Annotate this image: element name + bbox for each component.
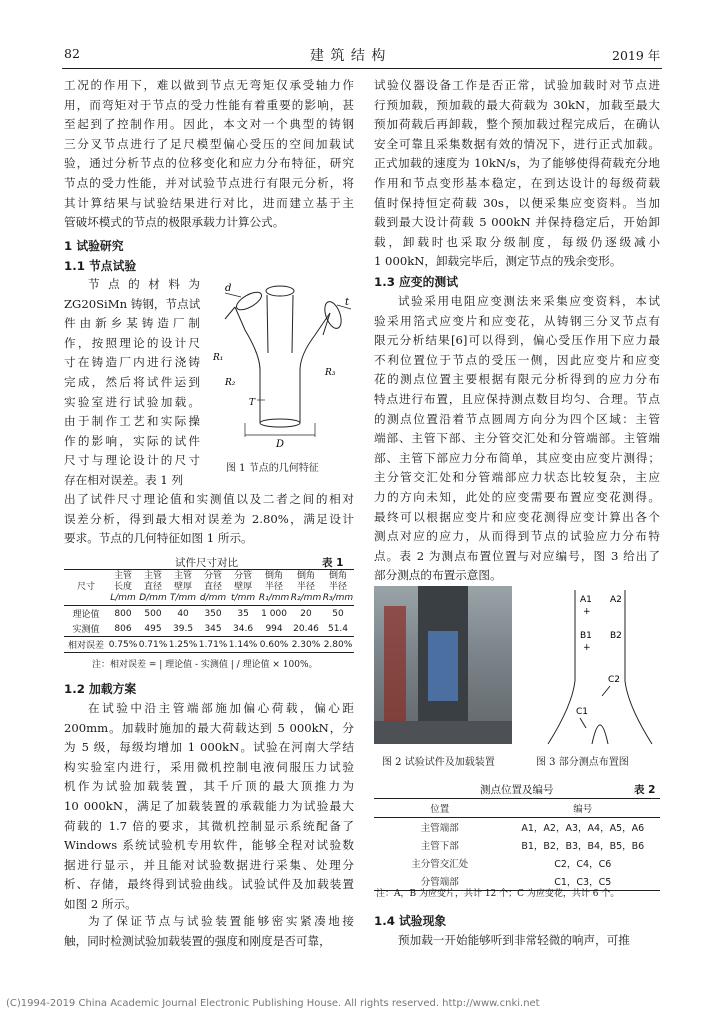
page-number: 82: [64, 46, 80, 61]
table-2-note: 注：A，B 为应变片，共计 12 个；C 为应变花，共计 6 个。: [376, 889, 620, 899]
table-row: [374, 836, 660, 854]
table-1-header-text: 倒角: [265, 571, 284, 581]
journal-year: 2019 年: [612, 48, 661, 63]
text-line: 限元分析结果[6]可以得到，偏心受压作用下应力最: [374, 333, 660, 348]
text-line: 花的测点位置主要根据有限元分析得到的应力分布: [374, 372, 660, 387]
table-cell: 理论值: [72, 610, 100, 620]
table-1-header-cell: [198, 570, 228, 606]
table-cell: 实测值: [72, 625, 100, 635]
fig3-label-c2: C2: [608, 675, 621, 685]
figure-2-photo: [374, 586, 512, 744]
table-cell: 0.75%: [108, 639, 138, 650]
text-line: 验采用箔式应变片和应变花，从铸钢三分叉节点有: [374, 313, 660, 328]
table-row: [374, 818, 660, 837]
text-line: 载，卸载时也采取分级制度，每级仍逐级减小: [374, 234, 660, 249]
fig1-label-D: D: [276, 439, 285, 450]
text-line: 为 5 级，每级均增加 1 000kN。试验在河南大学结: [64, 740, 354, 755]
text-line: 力的方向未知，此处的应变需要布置应变花测得。: [374, 489, 660, 504]
table-1-header-cell: [108, 570, 138, 606]
journal-title: 建 筑 结 构: [310, 48, 387, 64]
text-line: 件由新乡某铸造厂制: [64, 316, 200, 331]
table-1-header-text: L/mm: [110, 593, 136, 603]
table-cell: 相对误差: [67, 641, 104, 651]
table-1-label: 表 1: [322, 557, 344, 569]
table-cell: 350: [204, 608, 222, 619]
fig1-label-T: T: [249, 398, 256, 408]
table-1-header-text: 壁厚: [234, 582, 253, 592]
table-1-header-cell: [168, 570, 198, 606]
table-cell: 495: [144, 623, 162, 634]
text-line: 存在相对误差。表 1 列: [64, 472, 184, 487]
fig1-label-r3: R₃: [325, 368, 336, 378]
table-1-header-cell: [228, 570, 258, 606]
text-line: 的测点位置沿着节点圆周方向分为四个区域：主管: [374, 411, 660, 426]
fig1-label-d: d: [225, 283, 232, 294]
table-2-header-position: 位置: [430, 804, 450, 815]
table-1-header-text: 分管: [204, 571, 223, 581]
table-2-title: 测点位置及编号: [480, 784, 554, 796]
table-1-header-cell: [290, 570, 322, 606]
table-cell: 40: [177, 608, 189, 619]
table-1-header-text: 直径: [144, 582, 163, 592]
intro-paragraph: [64, 76, 354, 233]
text-line: 主分管交汇处和分管端部应力状态比较复杂，主应: [374, 470, 660, 485]
table-2: [374, 798, 660, 891]
text-line: 机作为试验加载装置，其千斤顶的最大顶推力为: [64, 779, 354, 794]
text-line: 触，同时检测试验加载装置的强度和刚度是否可靠，: [64, 933, 331, 948]
fig1-label-t: t: [345, 297, 350, 308]
text-line: 行预加载，预加载的最大荷载为 30kN，加载至最大: [374, 97, 660, 112]
table-1-header-text: 半径: [265, 582, 284, 592]
table-1-header-cell: [64, 570, 108, 606]
text-line: ZG20SiMn 铸钢，节点试: [64, 296, 200, 311]
text-line: Windows 系统试验机专用软件，能够全程对试验数: [64, 838, 354, 853]
table-1-header-text: 长度: [114, 582, 133, 592]
table-1-header-cell: [138, 570, 168, 606]
table-1-title: 试件尺寸对比: [175, 557, 238, 569]
table-1-header-text: R₃/mm: [322, 593, 354, 603]
text-line: 作的影响，实际的试件: [64, 433, 200, 448]
table-1-header-text: 倒角: [328, 571, 347, 581]
table-cell: 2.30%: [291, 639, 321, 650]
text-line: 至起到了控制作用。因此，本文对一个典型的铸钢: [64, 117, 354, 132]
table-cell: 50: [332, 608, 344, 619]
fig3-label-c1: C1: [576, 707, 589, 717]
figure-1-node-geometry: [205, 275, 355, 455]
table-row: [64, 621, 354, 637]
table-cell: 主管端部: [420, 823, 459, 834]
table-1-header-text: 壁厚: [174, 582, 193, 592]
section-1-1-text: [64, 490, 354, 549]
table-1-header-text: 主管: [114, 571, 133, 581]
text-line: 由于制作工艺和实际操: [64, 414, 200, 429]
table-cell: B1，B2，B3，B4，B5，B6: [521, 841, 645, 852]
text-line: 如图 2 所示。: [64, 896, 137, 911]
text-line: 节点的受力性能，并对试验节点进行有限元分析，将: [64, 175, 354, 190]
section-1-2-heading: 1.2 加载方案: [64, 682, 137, 696]
table-cell: A1，A2，A3，A4，A5，A6: [521, 823, 645, 834]
table-cell: 0.60%: [259, 639, 289, 650]
table-cell: C1，C3，C5: [554, 877, 612, 888]
text-line: 节 点 的 材 料 为: [88, 277, 200, 291]
table-cell: 345: [204, 623, 222, 634]
table-cell: 主管下部: [420, 841, 459, 852]
text-line: 点。表 2 为测点布置位置与对应编号，图 3 给出了: [374, 548, 660, 563]
text-line: 部、主管下部应力分布简单，其应变由应变片测得；: [374, 450, 660, 465]
table-1-header-text: D/mm: [139, 593, 167, 603]
section-1-3-heading: 1.3 应变的测试: [374, 275, 458, 289]
section-1-1-heading: 1.1 节点试验: [64, 259, 137, 273]
table-cell: 1.14%: [228, 639, 258, 650]
table-1-header-text: d/mm: [199, 593, 227, 603]
table-1-header-text: 分管: [234, 571, 253, 581]
table-1-header-text: 半径: [297, 582, 316, 592]
table-cell: 34.6: [233, 623, 254, 634]
text-line: 构实验室内进行，采用微机控制电液伺服压力试验: [64, 759, 354, 774]
table-cell: 分管端部: [420, 877, 459, 888]
text-line: 测点对应的应力，从而得到节点的试验应力分布特: [374, 529, 660, 544]
table-cell: 2.80%: [323, 639, 353, 650]
table-cell: 39.5: [173, 623, 194, 634]
section-1-2-text: [64, 699, 354, 915]
section-1-heading: 1 试验研究: [64, 239, 124, 253]
text-line: 200mm。加载时施加的最大荷载达到 5 000kN，分: [64, 720, 354, 735]
table-cell: 1.71%: [198, 639, 228, 650]
text-line: 作，按照理论的设计尺: [64, 335, 200, 350]
table-1-header-text: T/mm: [170, 593, 197, 603]
text-line: 最终可以根据应变片和应变花测得应变计算出各个: [374, 509, 660, 524]
figure-2-caption: 图 2 试验试件及加载装置: [382, 757, 495, 768]
fig1-label-r1: R₁: [213, 353, 224, 363]
table-1-header-text: 尺寸: [76, 582, 95, 592]
table-cell: C2，C4，C6: [554, 859, 612, 870]
preload-paragraph: [374, 76, 660, 272]
table-cell: 806: [114, 623, 132, 634]
table-cell: 0.71%: [138, 639, 168, 650]
text-line: 试验仪器设备工作是否正常，试验加载时对节点进: [374, 78, 660, 92]
table-2-header-number: 编号: [573, 804, 593, 815]
table-cell: 994: [265, 623, 283, 634]
table-cell: 800: [114, 608, 132, 619]
text-line: 载到最大设计荷载 5 000kN 并保持稳定后，开始卸: [374, 215, 660, 230]
section-1-3-text: [374, 292, 660, 586]
table-cell: 35: [237, 608, 249, 619]
table-cell: 1.25%: [168, 639, 198, 650]
table-1-header-text: 倒角: [297, 571, 316, 581]
svg-text:+: +: [583, 643, 591, 653]
table-cell: 20: [300, 608, 312, 619]
table-cell: 20.46: [293, 623, 319, 634]
table-2-label: 表 2: [634, 784, 656, 796]
text-line: 试验采用电阻应变测法来采集应变资料，本试: [398, 294, 660, 308]
table-1-header-text: 主管: [144, 571, 163, 581]
table-cell: 51.4: [327, 623, 349, 634]
table-1: [64, 569, 354, 653]
table-1-header-cell: [322, 570, 354, 606]
table-row: [64, 637, 354, 653]
table-1-header-text: R₂/mm: [290, 593, 322, 603]
text-line: 管破坏模式的节点的极限承载力计算公式。: [64, 215, 285, 230]
figure-3-caption: 图 3 部分测点布置图: [536, 757, 629, 768]
text-line: 作用和节点变形基本稳定，在到达设计的每级荷载: [374, 175, 660, 190]
section-1-2-text-2: [64, 912, 354, 951]
text-line: 为了保证节点与试验装置能够密实紧凑地接: [88, 914, 354, 928]
text-line: 1 000kN，卸载完毕后，测定节点的残余变形。: [374, 254, 622, 269]
text-line: 用，而弯矩对于节点的受力性能有着重要的影响，甚: [64, 97, 354, 112]
section-1-4-text: 预加载一开始能够听到非常轻微的响声，可推: [398, 933, 630, 947]
fig3-label-b1: B1: [580, 631, 592, 641]
text-line: 要求。节点的几何特征如图 1 所示。: [64, 531, 253, 546]
text-line: 预加荷载后再卸载，整个预加载过程完成后，在确认: [374, 117, 660, 132]
text-line: 验，通过分析节点的位移变化和应力分布特征，研究: [64, 156, 354, 171]
text-line: 工况的作用下，难以做到节点无弯矩仅承受轴力作: [64, 78, 354, 92]
text-line: 值时保持恒定荷载 30s，以便采集应变资料。当加: [374, 195, 660, 210]
fig1-label-r2: R₂: [225, 378, 236, 388]
text-line: 端部、主管下部、主分管交汇处和分管端部。主管端: [374, 431, 660, 446]
table-row: [64, 606, 354, 622]
table-row: [374, 854, 660, 872]
header-rule: [62, 68, 662, 69]
text-line: 特点进行布置，且应保持测点数目均匀、合理。节点: [374, 391, 660, 406]
table-cell: 1 000: [261, 608, 287, 619]
section-1-1-text-wrap: [64, 275, 200, 491]
text-line: 安全可靠且采集数据有效的情况下，进行正式加载。: [374, 136, 660, 151]
copyright-footer: (C)1994-2019 China Academic Journal Electronic Publishing House. All rights reserved. http://www.cnki.net: [6, 998, 540, 1009]
table-1-header-text: 主管: [174, 571, 193, 581]
fig3-label-b2: B2: [610, 631, 622, 641]
table-1-header-text: t/mm: [231, 593, 256, 603]
text-line: 据进行显示，并且能对试验数据进行采集、处理分: [64, 857, 354, 872]
table-cell: 500: [144, 608, 162, 619]
text-line: 寸在铸造厂内进行浇铸: [64, 355, 200, 370]
text-line: 正式加载的速度为 10kN/s，为了能够使得荷载充分地: [374, 156, 660, 171]
table-1-header-text: R₁/mm: [258, 593, 290, 603]
figure-1-caption: 图 1 节点的几何特征: [226, 463, 319, 474]
table-1-header-cell: [258, 570, 290, 606]
text-line: 10 000kN，满足了加载装置的承载能力为试验最大: [64, 798, 354, 813]
table-1-header-text: 直径: [204, 582, 223, 592]
text-line: 其计算结果与试验结果进行对比，进而建立基于主: [64, 195, 354, 210]
text-line: 三分叉节点进行了足尺模型偏心受压的空间加载试: [64, 136, 354, 151]
text-line: 误差分析，得到最大相对误差为 2.80%，满足设计: [64, 511, 354, 526]
text-line: 析、存储，最终得到试验曲线。试验试件及加载装置: [64, 877, 354, 892]
text-line: 完成，然后将试件运到: [64, 374, 200, 389]
table-cell: 主分管交汇处: [411, 859, 469, 870]
text-line: 荷载的 1.7 倍的要求，其微机控制显示系统配备了: [64, 818, 354, 833]
text-line: 不利位置位于节点的受压一侧，因此应变片和应变: [374, 352, 660, 367]
svg-text:+: +: [583, 607, 591, 617]
fig3-label-a1: A1: [580, 595, 592, 605]
text-line: 实验室进行试验加载。: [64, 394, 200, 409]
figure-3-measuring-points: [540, 586, 660, 746]
text-line: 出了试件尺寸理论值和实测值以及二者之间的相对: [64, 492, 354, 506]
text-line: 在试验中沿主管端部施加偏心荷载，偏心距: [88, 701, 354, 715]
table-1-note: 注：相对误差 = | 理论值 - 实测值 | / 理论值 × 100%。: [92, 660, 318, 670]
fig3-label-a2: A2: [610, 595, 622, 605]
table-1-header-text: 半径: [328, 582, 347, 592]
text-line: 尺寸与理论设计的尺寸: [64, 453, 200, 468]
text-line: 部分测点的布置示意图。: [374, 568, 502, 583]
section-1-4-heading: 1.4 试验现象: [374, 914, 447, 928]
